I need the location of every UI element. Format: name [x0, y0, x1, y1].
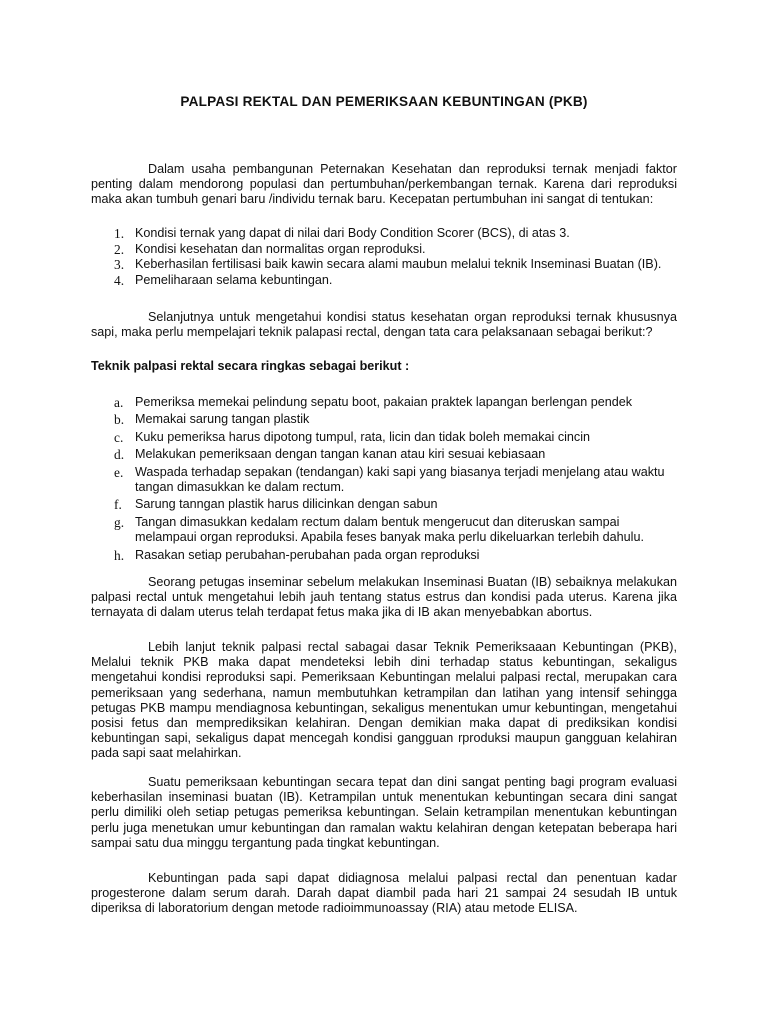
list-item-text: Keberhasilan fertilisasi baik kawin secara alami maubun melalui teknik Inseminasi Buatan (IB).	[135, 257, 662, 272]
list-item-text: Sarung tanngan plastik harus dilicinkan dengan sabun	[135, 497, 438, 512]
intro-paragraph	[91, 162, 677, 208]
evaluation-text: Suatu pemeriksaan kebuntingan secara tepat dan dini sangat penting bagi program evaluasi keberhasilan inseminasi buatan (IB). Ketrampilan untuk menentukan kebuntingan secara dini sangat perlu dimiliki oleh setiap petugas pemeriksa kebuntingan. Selain ketrampilan menentukan kebuntingan perlu juga menetukan umur kebuntingan dan ramalan waktu kelahiran dengan ketepatan beberapa hari sampai satu dua minggu tergantung pada tingkat kebuntingan.	[91, 775, 677, 850]
list-item	[91, 226, 677, 242]
list-marker: g.	[114, 514, 125, 530]
inseminator-paragraph	[91, 575, 677, 621]
list-marker: h.	[114, 547, 125, 563]
pkb-paragraph	[91, 640, 677, 762]
list-marker: c.	[114, 429, 124, 445]
list-item-text: Waspada terhadap sepakan (tendangan) kaki sapi yang biasanya terjadi menjelang atau waktu tangan dimasukkan ke dalam rectum.	[135, 464, 665, 495]
factor-list	[91, 226, 677, 288]
list-marker: 1.	[114, 226, 125, 241]
list-marker: a.	[114, 395, 124, 410]
list-item	[91, 430, 677, 445]
list-item	[91, 465, 677, 496]
pkb-text: Lebih lanjut teknik palpasi rectal sabagai dasar Teknik Pemeriksaaan Kebuntingan (PKB), Melalui teknik PKB maka dapat mendeteksi lebih dini terhadap status kebuntingan, sekaligus mengetahui kondisi reproduksi sapi. Pemeriksaan Kebuntingan melalui palpasi rectal, merupakan cara pemeriksaan yang sederhana, namun membutuhkan ketrampilan dan latihan yang intensif sehingga petugas PKB mampu mendiagnosa kebuntingan, sekaligus menentukan umur kebuntingan, mengetahui posisi fetus dan memprediksikan kelahiran. Dengan demikian maka dapat di prediksikan kondisi kebuntingan sapi, sekaligus dapat mencegah kondisi gangguan rproduksi maupun gangguan kelahiran pada sapi saat melahirkan.	[91, 640, 677, 761]
list-item	[91, 257, 677, 273]
steps-list	[91, 395, 677, 563]
list-marker: f.	[114, 497, 122, 513]
list-item-text: Tangan dimasukkan kedalam rectum dalam bentuk mengerucut dan diteruskan sampai melampaui organ reproduksi. Apabila feses banyak maka perlu dikeluarkan terlebih dahulu.	[135, 514, 644, 545]
list-item	[91, 412, 677, 427]
intro-text: Dalam usaha pembangunan Peternakan Kesehatan dan reproduksi ternak menjadi faktor penting dalam mendorong populasi dan pertumbuhan/perkembangan ternak. Karena dari reproduksi maka akan tumbuh genari baru /individu ternak baru. Kecepatan pertumbuhan ini sangat di tentukan:	[91, 162, 677, 207]
list-item	[91, 273, 677, 289]
list-marker: b.	[114, 412, 125, 428]
next-paragraph	[91, 310, 677, 340]
next-text: Selanjutnya untuk mengetahui kondisi status kesehatan organ reproduksi ternak khususnya sapi, maka perlu mempelajari teknik palapasi rectal, dengan tata cara pelaksanaan sebagai berikut:?	[91, 310, 677, 340]
list-item	[91, 548, 677, 563]
list-item-text: Rasakan setiap perubahan-perubahan pada organ reproduksi	[135, 547, 480, 562]
list-item	[91, 242, 677, 258]
list-item-text: Pemeriksa memekai pelindung sepatu boot, pakaian praktek lapangan berlengan pendek	[135, 395, 633, 409]
list-marker: 2.	[114, 241, 125, 257]
evaluation-paragraph	[91, 775, 677, 851]
list-marker: 3.	[114, 257, 125, 273]
list-marker: d.	[114, 447, 125, 463]
list-item	[91, 497, 677, 512]
inseminator-text: Seorang petugas inseminar sebelum melakukan Inseminasi Buatan (IB) sebaiknya melakukan palpasi rectal untuk mengetahui lebih jauh tentang status estrus dan kondisi pada uterus. Karena jika ternayata di dalam uterus telah terdapat fetus maka jika di IB akan menyebabkan abortus.	[91, 575, 677, 620]
list-item-text: Kondisi kesehatan dan normalitas organ reproduksi.	[135, 241, 426, 256]
list-item-text: Pemeliharaan selama kebuntingan.	[135, 272, 333, 287]
section-subheading: Teknik palpasi rektal secara ringkas sebagai berikut :	[91, 359, 410, 373]
diagnosis-paragraph	[91, 871, 677, 917]
list-item-text: Kuku pemeriksa harus dipotong tumpul, rata, licin dan tidak boleh memakai cincin	[135, 429, 591, 444]
page-title: PALPASI REKTAL DAN PEMERIKSAAN KEBUNTINGAN (PKB)	[180, 94, 588, 109]
list-item	[91, 515, 677, 546]
list-item	[91, 395, 677, 410]
list-item-text: Memakai sarung tangan plastik	[135, 412, 310, 427]
list-item-text: Melakukan pemeriksaan dengan tangan kanan atau kiri sesuai kebiasaan	[135, 447, 546, 462]
list-item	[91, 447, 677, 462]
list-marker: e.	[114, 464, 124, 480]
list-item-text: Kondisi ternak yang dapat di nilai dari Body Condition Scorer (BCS), di atas 3.	[135, 226, 570, 240]
list-marker: 4.	[114, 272, 125, 288]
diagnosis-text: Kebuntingan pada sapi dapat didiagnosa melalui palpasi rectal dan penentuan kadar progesterone dalam serum darah. Darah dapat diambil pada hari 21 sampai 24 sesudah IB untuk diperiksa di laboratorium dengan metode radioimmunoassay (RIA) atau metode ELISA.	[91, 871, 677, 916]
